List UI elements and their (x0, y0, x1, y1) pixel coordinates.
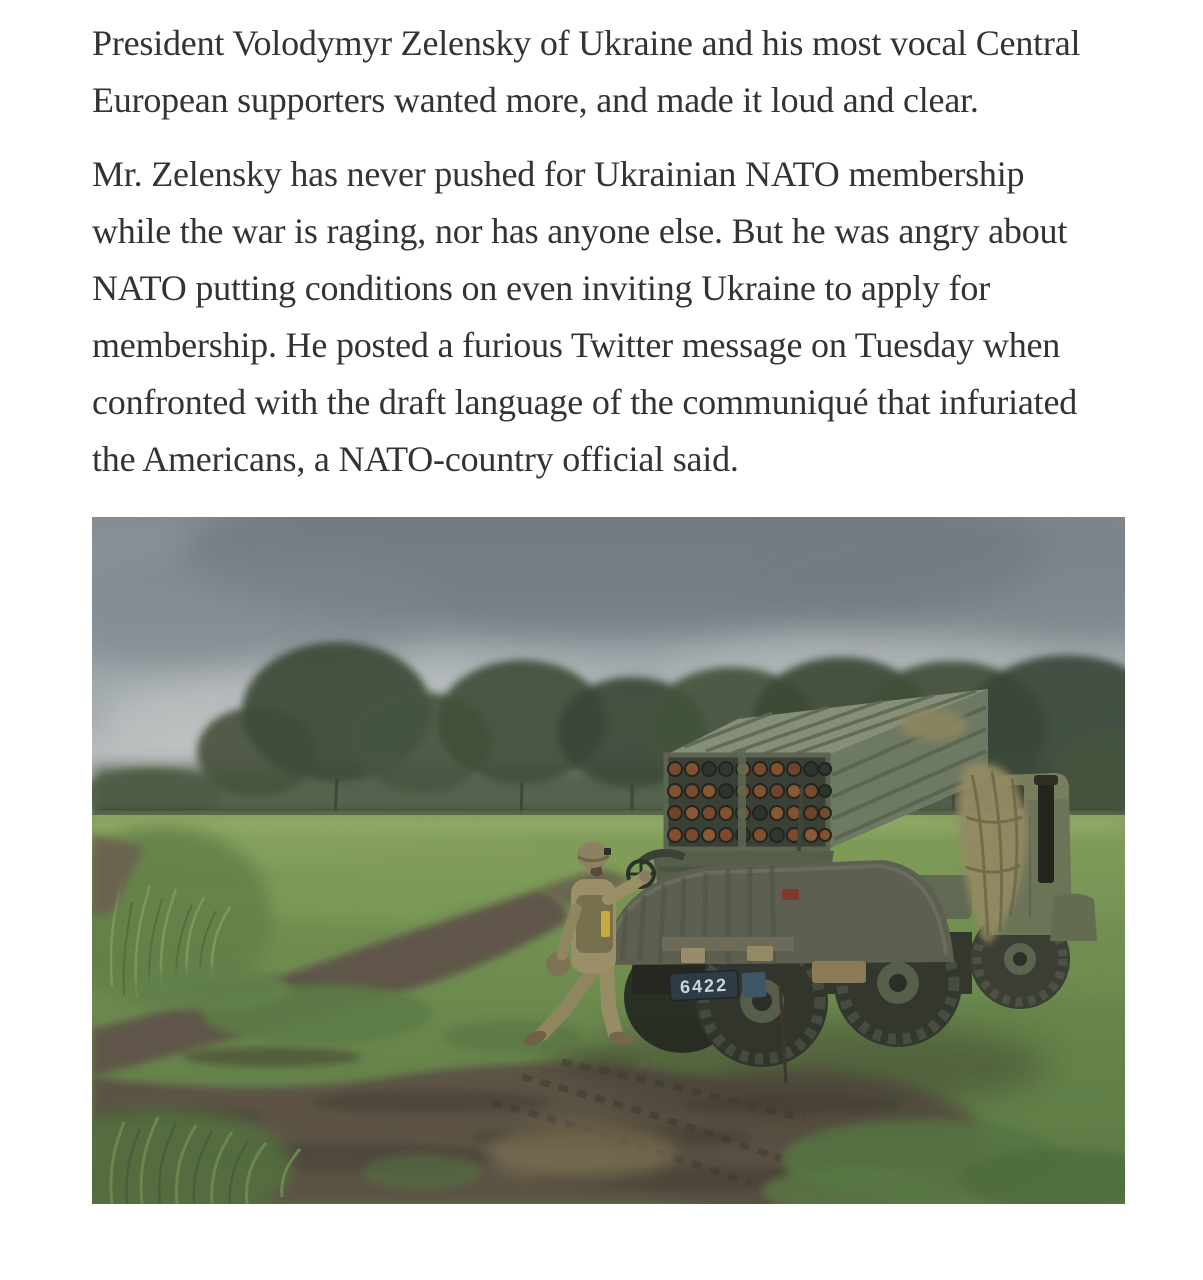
article-paragraph: President Volodymyr Zelensky of Ukraine and his most vocal Central European supporters wanted more, and made it loud and clear. (92, 23, 1081, 120)
soldier-yellow-marker (601, 911, 610, 937)
tail-light (782, 889, 799, 900)
soldier-front-leg (606, 965, 615, 1033)
pack-center-mast (738, 749, 746, 861)
front-fender (1050, 893, 1097, 941)
article-photo (92, 517, 1125, 1204)
photo-illustration (92, 517, 1125, 1204)
article-paragraph: Mr. Zelensky has never pushed for Ukrainian NATO membership while the war is raging, nor has anyone else. But he was angry about NATO putting conditions on even inviting Ukraine to apply for membership. He posted a furious Twitter message on Tuesday when confronted with the draft language of the communiqué that infuriated the Americans, a NATO-country official said. (92, 154, 1078, 479)
soldier-hand (639, 870, 651, 882)
helmet-mount (604, 848, 611, 855)
exhaust-stack (1038, 779, 1054, 883)
license-plate (669, 969, 766, 1002)
license-plate-number: 6422 (679, 974, 729, 998)
fender-box (812, 961, 866, 983)
soldier-helmet (577, 842, 609, 868)
